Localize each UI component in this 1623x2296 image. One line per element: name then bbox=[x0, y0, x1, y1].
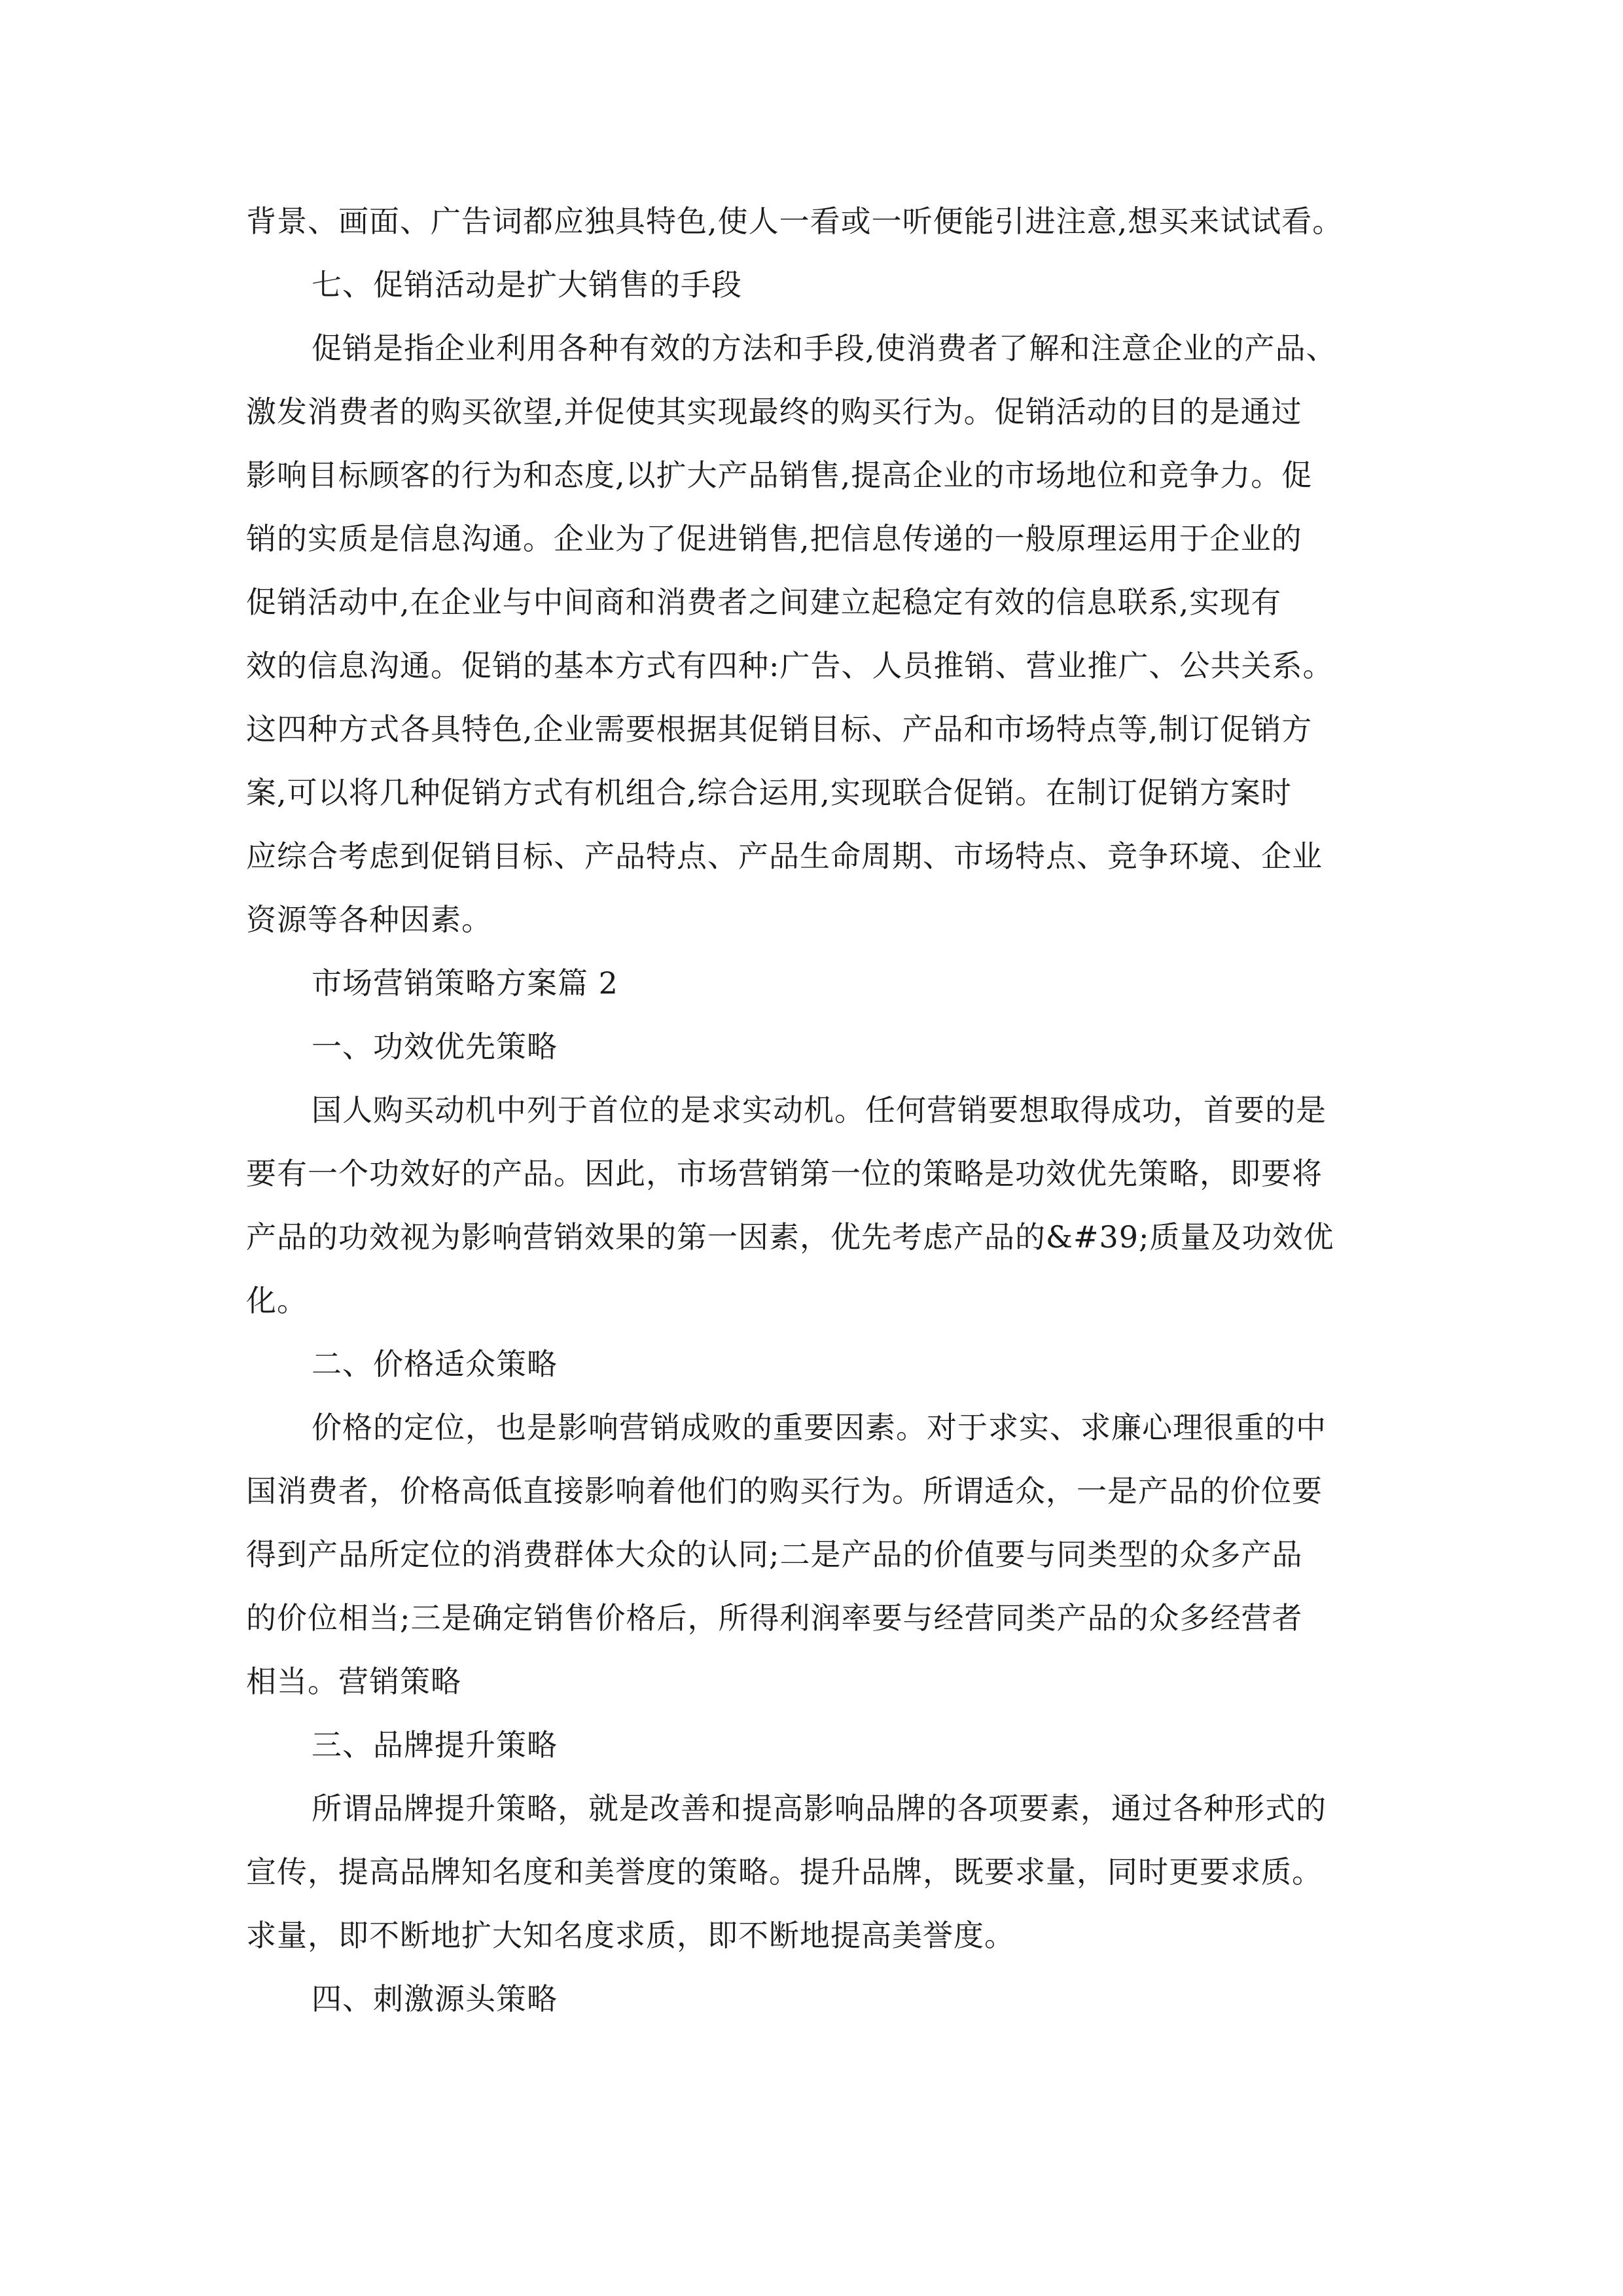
text-line: 促销活动中,在企业与中间商和消费者之间建立起稳定有效的信息联系,实现有 bbox=[246, 584, 1282, 620]
text-line: 价格的定位，也是影响营销成败的重要因素。对于求实、求廉心理很重的中 bbox=[312, 1410, 1327, 1445]
text-line: 得到产品所定位的消费群体大众的认同;二是产品的价值要与同类型的众多产品 bbox=[246, 1537, 1303, 1572]
text-line: 国人购买动机中列于首位的是求实动机。任何营销要想取得成功，首要的是 bbox=[312, 1092, 1327, 1128]
text-line: 促销是指企业利用各种有效的方法和手段,使消费者了解和注意企业的产品、 bbox=[312, 331, 1337, 366]
text-line: 四、刺激源头策略 bbox=[312, 1981, 558, 2017]
text-line: 所谓品牌提升策略，就是改善和提高影响品牌的各项要素，通过各种形式的 bbox=[312, 1791, 1327, 1826]
text-line: 一、功效优先策略 bbox=[312, 1029, 558, 1064]
text-line: 效的信息沟通。促销的基本方式有四种:广告、人员推销、营业推广、公共关系。 bbox=[246, 648, 1334, 683]
text-line: 产品的功效视为影响营销效果的第一因素，优先考虑产品的&#39;质量及功效优 bbox=[246, 1219, 1334, 1255]
text-line: 资源等各种因素。 bbox=[246, 902, 492, 937]
text-line: 市场营销策略方案篇 2 bbox=[312, 965, 618, 1001]
text-line: 三、品牌提升策略 bbox=[312, 1727, 558, 1763]
text-line: 国消费者，价格高低直接影响着他们的购买行为。所谓适众，一是产品的价位要 bbox=[246, 1473, 1323, 1509]
text-line: 案,可以将几种促销方式有机组合,综合运用,实现联合促销。在制订促销方案时 bbox=[246, 775, 1292, 810]
text-line: 应综合考虑到促销目标、产品特点、产品生命周期、市场特点、竞争环境、企业 bbox=[246, 838, 1323, 874]
text-line: 相当。营销策略 bbox=[246, 1664, 461, 1699]
text-line: 这四种方式各具特色,企业需要根据其促销目标、产品和市场特点等,制订促销方 bbox=[246, 711, 1313, 747]
text-line: 要有一个功效好的产品。因此，市场营销第一位的策略是功效优先策略，即要将 bbox=[246, 1156, 1323, 1191]
text-line: 宣传，提高品牌知名度和美誉度的策略。提升品牌，既要求量，同时更要求质。 bbox=[246, 1854, 1323, 1890]
text-line: 的价位相当;三是确定销售价格后，所得利润率要与经营同类产品的众多经营者 bbox=[246, 1600, 1303, 1636]
text-line: 背景、画面、广告词都应独具特色,使人一看或一听便能引进注意,想买来试试看。 bbox=[246, 204, 1344, 239]
text-line: 销的实质是信息沟通。企业为了促进销售,把信息传递的一般原理运用于企业的 bbox=[246, 521, 1302, 556]
text-line: 化。 bbox=[246, 1283, 308, 1318]
document-body bbox=[246, 190, 1391, 2031]
text-line: 激发消费者的购买欲望,并促使其实现最终的购买行为。促销活动的目的是通过 bbox=[246, 394, 1302, 429]
text-line: 七、促销活动是扩大销售的手段 bbox=[312, 267, 742, 302]
text-line: 求量，即不断地扩大知名度求质，即不断地提高美誉度。 bbox=[246, 1918, 1015, 1953]
text-line: 二、价格适众策略 bbox=[312, 1346, 558, 1382]
text-line: 影响目标顾客的行为和态度,以扩大产品销售,提高企业的市场地位和竞争力。促 bbox=[246, 457, 1313, 493]
